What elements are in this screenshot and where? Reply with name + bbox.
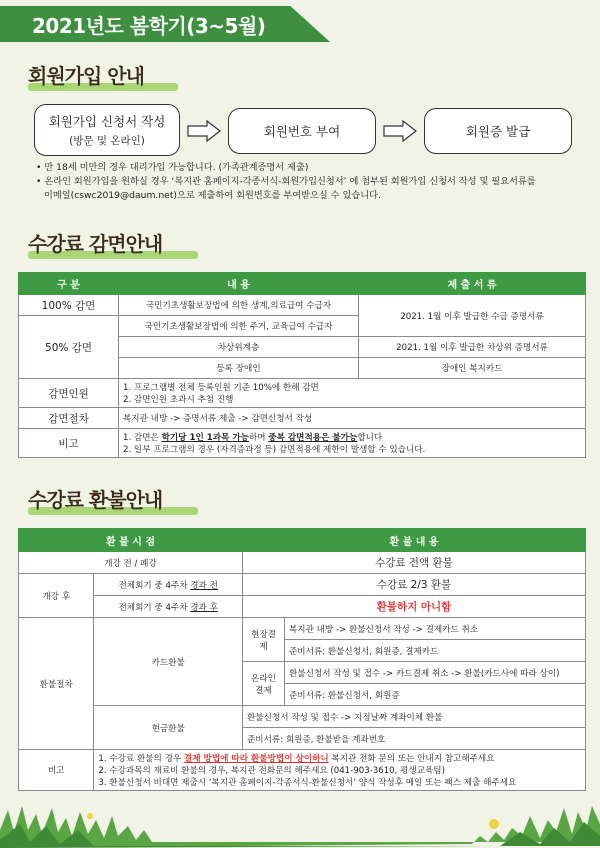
payment-type: 현장결제	[242, 618, 284, 662]
refund-step: 준비서류: 회원증, 환불받을 계좌번호	[242, 728, 585, 750]
text-span: 전체회기 중 4주차	[118, 602, 191, 613]
text-span: 전체회기 중 4주차	[118, 580, 191, 591]
page-title: 2021년도 봄학기(3~5월)	[32, 14, 266, 38]
content-line	[98, 752, 581, 764]
note-line: • 만 18세 미만의 경우 대리가입 가능합니다. (가족관계증명서 제출)	[36, 162, 309, 173]
emphasis-text: 경과 후	[190, 602, 218, 613]
flower-icon	[87, 813, 93, 819]
content-line	[123, 431, 581, 443]
flow-step-application	[34, 104, 180, 156]
refund-step: 준비서류: 환불신청서, 회원증, 결제카드	[284, 640, 585, 662]
text-span: 합니다	[357, 433, 383, 443]
payment-type: 온라인 결제	[242, 662, 284, 706]
content-line: 2. 감면인원 초과시 추첨 진행	[123, 395, 234, 405]
refund-step: 준비서류: 환불신청서, 회원증	[284, 684, 585, 706]
refund-content: 환불하지 아니함	[242, 596, 585, 618]
refund-remark	[94, 750, 586, 791]
discount-content: 국민기초생활보장법에 의한 주거, 교육급여 수급자	[119, 316, 359, 337]
emphasis-text: 결제 방법에 따라 환불방법이 상이하니	[183, 754, 329, 764]
content-line: 2. 수강과목의 재료비 환불의 경우, 복지관 전화문의 해주세요 (041-903-3610, 평생교육팀)	[98, 766, 445, 776]
refund-table	[18, 528, 586, 791]
text-span: 1. 수강료 환불의 경우	[98, 754, 184, 764]
refund-content: 수강료 2/3 환불	[242, 574, 585, 596]
arrow-right-icon	[383, 120, 417, 142]
refund-step: 환불신청서 작성 및 접수 -> 지정날짜 계좌이체 환불	[242, 706, 585, 728]
discount-document: 2021. 1월 이후 발급한 수급 증명서류	[359, 295, 586, 337]
discount-content: 복지관 내방 -> 증명서류 제출 -> 감면신청서 작성	[119, 408, 586, 429]
flow-step-member-card	[424, 108, 572, 154]
flow-step-member-number	[228, 108, 376, 154]
section-title-discount	[28, 228, 162, 257]
refund-remark-label: 비고	[19, 750, 94, 791]
refund-content: 수강료 전액 환불	[242, 552, 585, 574]
discount-content: 국민기초생활보장법에 의한 생계,의료급여 수급자	[119, 295, 359, 316]
table-row	[19, 295, 586, 316]
discount-category: 비고	[19, 429, 119, 458]
table-header: 제 출 서 류	[359, 273, 586, 295]
section-title-text: 수강료 감면안내	[28, 232, 163, 256]
refund-procedure-label: 환불절차	[19, 618, 94, 750]
emphasis-text: 중복 감면적용은 불가능	[268, 433, 358, 443]
discount-category: 감면인원	[19, 379, 119, 408]
table-header: 환 불 시 점	[19, 529, 243, 552]
table-row	[19, 552, 586, 574]
discount-category: 감면절차	[19, 408, 119, 429]
refund-method: 현금환불	[94, 706, 243, 750]
table-row	[19, 574, 586, 596]
discount-document: 장애인 복지카드	[359, 358, 586, 379]
section-title-refund	[28, 484, 162, 513]
discount-content: 등록 장애인	[119, 358, 359, 379]
flower-icon	[489, 819, 499, 829]
note-line: 이메일(cswc2019@daum.net)으로 제출하여 회원번호를 부여받으실 수 있습니다.	[44, 190, 381, 201]
refund-timing: 개강 전 / 폐강	[19, 552, 243, 574]
table-row	[19, 596, 586, 618]
discount-category: 100% 감면	[19, 295, 119, 316]
text-span: 하며	[248, 433, 269, 443]
refund-method: 카드환불	[94, 618, 243, 706]
section-title-text: 회원가입 안내	[28, 64, 144, 88]
discount-content: 차상위계층	[119, 337, 359, 358]
table-row	[19, 408, 586, 429]
table-row	[19, 706, 586, 728]
refund-step: 환불신청서 작성 및 접수 -> 카드결제 취소 -> 환불(카드사에 따라 상이)	[284, 662, 585, 684]
section-title-text: 수강료 환불안내	[28, 488, 163, 512]
content-line: 2. 일부 프로그램의 경우 (자격증과정 등) 감면적용에 제한이 발생할 수 있습니다.	[123, 445, 426, 455]
join-notes	[36, 161, 576, 203]
text-span: 복지관 전화 문의 또는 안내지 참고해주세요	[328, 754, 495, 764]
table-row	[19, 379, 586, 408]
content-line: 3. 환불신청서 비대면 제출시 ‘복지관 홈페이지-각종서식-환불신청서’ 양식 작성후 메일 또는 팩스 제출 해주세요	[98, 778, 517, 788]
discount-document: 2021. 1월 이후 발급한 차상위 증명서류	[359, 337, 586, 358]
flow-step-label: 회원가입 신청서 작성	[48, 114, 166, 129]
table-header: 환 불 내 용	[242, 529, 585, 552]
text-span: 1. 감면은	[123, 433, 162, 443]
emphasis-text: 경과 전	[190, 580, 218, 591]
flow-step-label: 회원증 발급	[465, 124, 531, 139]
table-row	[19, 618, 586, 640]
refund-step: 복지관 내방 -> 환불신청서 작성 -> 결제카드 취소	[284, 618, 585, 640]
table-row	[19, 750, 586, 791]
table-header: 구 분	[19, 273, 119, 295]
flow-step-sublabel: (방문 및 온라인)	[69, 135, 145, 147]
discount-content	[119, 379, 586, 408]
refund-timing-detail	[94, 596, 243, 618]
refund-timing-detail	[94, 574, 243, 596]
table-header: 내 용	[119, 273, 359, 295]
refund-timing: 개강 후	[19, 574, 94, 618]
grass-decoration	[0, 800, 600, 848]
table-row	[19, 429, 586, 458]
discount-category: 50% 감면	[19, 316, 119, 379]
flow-step-label: 회원번호 부여	[263, 124, 341, 139]
discount-table	[18, 272, 586, 458]
content-line: 1. 프로그램별 전체 등록인원 기준 10%에 한해 감면	[123, 383, 319, 393]
emphasis-text: 학기당 1인 1과목 가능	[161, 433, 249, 443]
discount-content	[119, 429, 586, 458]
note-line: • 온라인 회원가입을 원하실 경우 ‘복지관 홈페이지-각종서식-회원가입신청서’ 에 첨부된 회원가입 신청서 작성 및 필요서류를	[36, 176, 536, 187]
section-title-join	[28, 60, 144, 89]
arrow-right-icon	[187, 120, 221, 142]
